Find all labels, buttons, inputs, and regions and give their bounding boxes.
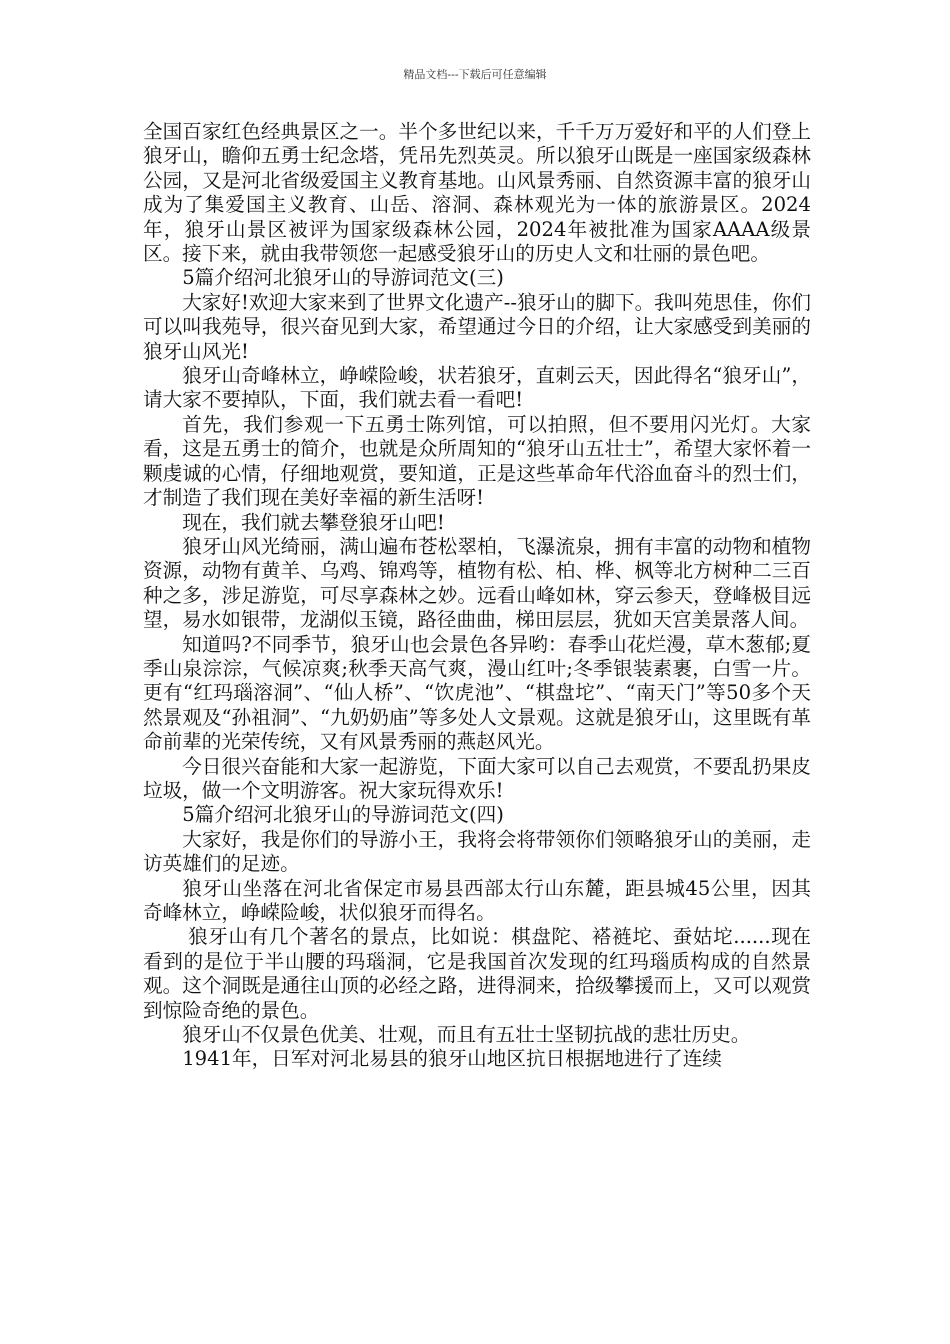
paragraph-welcome: 大家好!欢迎大家来到了世界文化遗产--狼牙山的脚下。我叫苑思佳，你们可以叫我苑导，很兴奋见到大家，希望通过今日的介绍，让大家感受到美丽的狼牙山风光! [143,290,811,363]
section-heading-4: 5篇介绍河北狼牙山的导游词范文(四) [182,803,504,827]
paragraph-name-origin: 狼牙山奇峰林立，峥嵘险峻，状若狼牙，直刺云天，因此得名“狼牙山”，请大家不要掉队，下面，我们就去看一看吧! [143,364,811,412]
document-body [143,120,811,1072]
paragraph-location: 狼牙山坐落在河北省保定市易县西部太行山东麓，距县城45公里，因其奇峰林立，峥嵘险峻，状似狼牙而得名。 [143,876,811,924]
paragraph-seasons: 知道吗?不同季节，狼牙山也会景色各异哟：春季山花烂漫，草木葱郁;夏季山泉淙淙，气候凉爽;秋季天高气爽，漫山红叶;冬季银装素裹，白雪一片。更有“红玛瑙溶洞”、“仙人桥”、“饮虎池”、“棋盘坨”、“南天门”等50多个天然景观及“孙祖洞”、“九奶奶庙”等多处人文景观。这就是狼牙山，这里既有革命前辈的光荣传统，又有风景秀丽的燕赵风光。 [143,632,811,754]
paragraph-climb: 现在，我们就去攀登狼牙山吧! [182,510,445,534]
paragraph-history: 狼牙山不仅景色优美、壮观，而且有五壮士坚韧抗战的悲壮历史。 [182,1023,751,1047]
paragraph-museum: 首先，我们参观一下五勇士陈列馆，可以拍照，但不要用闪光灯。大家看，这是五勇士的简介，也就是众所周知的“狼牙山五壮士”，希望大家怀着一颗虔诚的心情，仔细地观赏，要知道，正是这些革命年代浴血奋斗的烈士们，才制造了我们现在美好幸福的新生活呀! [143,412,811,510]
paragraph-1941: 1941年，日军对河北易县的狼牙山地区抗日根据地进行了连续 [182,1047,722,1071]
paragraph-farewell: 今日很兴奋能和大家一起游览，下面大家可以自己去观赏，不要乱扔果皮垃圾，做一个文明游客。祝大家玩得欢乐! [143,754,811,802]
paragraph-attractions: 狼牙山有几个著名的景点，比如说：棋盘陀、褡裢坨、蚕姑坨......现在看到的是位于半山腰的玛瑙洞，它是我国首次发现的红玛瑙质构成的自然景观。这个洞既是通往山顶的必经之路，进得洞来，拾级攀援而上，又可以观赏到惊险奇绝的景色。 [143,925,811,1022]
page-header: 精品文档---下载后可任意编辑 [403,68,547,81]
section-heading-3: 5篇介绍河北狼牙山的导游词范文(三) [182,266,504,290]
paragraph-intro-continued: 全国百家红色经典景区之一。半个多世纪以来，千千万万爱好和平的人们登上狼牙山，瞻仰五勇士纪念塔，凭吊先烈英灵。所以狼牙山既是一座国家级森林公园，又是河北省级爱国主义教育基地。山风景秀丽、自然资源丰富的狼牙山成为了集爱国主义教育、山岳、溶洞、森林观光为一体的旅游景区。2024年，狼牙山景区被评为国家级森林公园，2024年被批准为国家AAAA级景区。接下来，就由我带领您一起感受狼牙山的历史人文和壮丽的景色吧。 [143,120,811,266]
paragraph-guide-intro: 大家好，我是你们的导游小王，我将会将带领你们领略狼牙山的美丽，走访英雄们的足迹。 [143,827,811,876]
paragraph-scenery: 狼牙山风光绮丽，满山遍布苍松翠柏，飞瀑流泉，拥有丰富的动物和植物资源，动物有黄羊、乌鸡、锦鸡等，植物有松、柏、桦、枫等北方树种二三百种之多，涉足游览，可尽享森林之妙。远看山峰如林，穿云参天，登峰极目远望，易水如银带，龙湖似玉镜，路径曲曲，梯田层层，犹如天宫美景落人间。 [143,534,811,632]
